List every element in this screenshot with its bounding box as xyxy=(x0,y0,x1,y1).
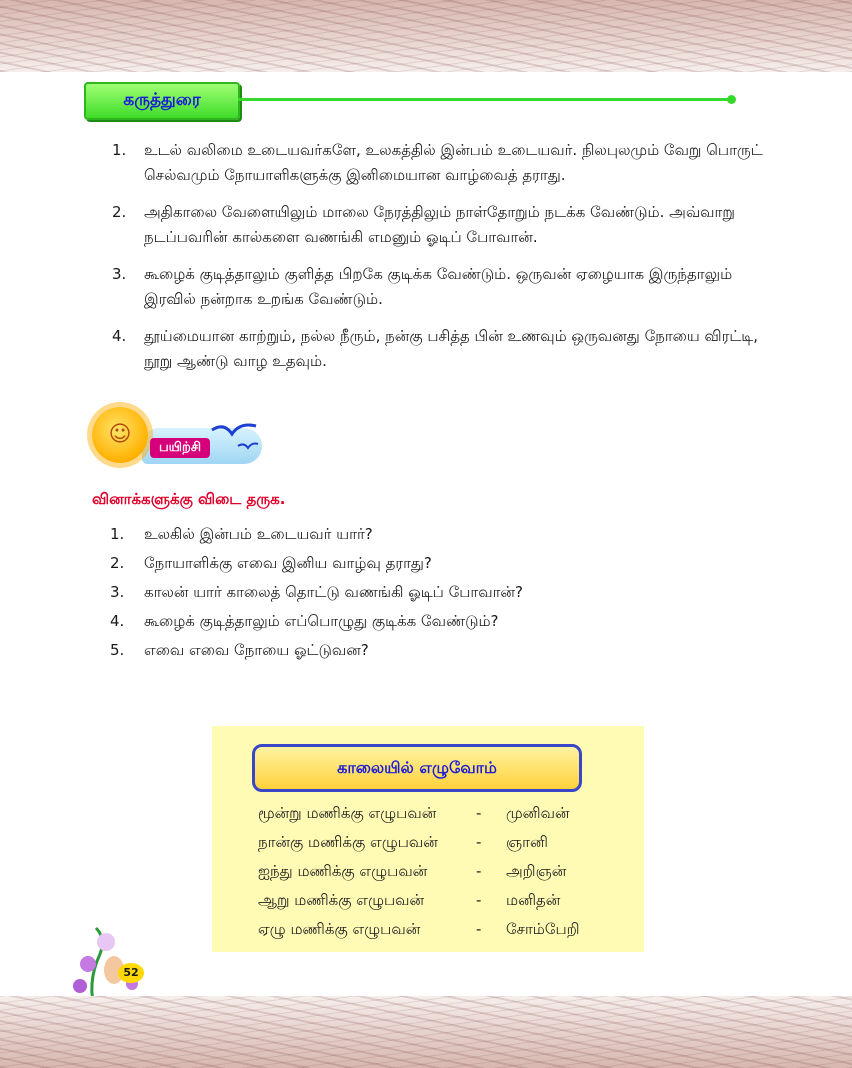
points-list xyxy=(112,138,772,386)
practice-label: பயிற்சி xyxy=(150,438,210,458)
page-number: 52 xyxy=(118,963,144,983)
question-text: நோயாளிக்கு எவை இனிய வாழ்வு தராது? xyxy=(144,554,432,572)
point-number: 4. xyxy=(112,327,127,345)
question-item xyxy=(110,640,710,661)
wake-person: சோம்பேறி xyxy=(506,920,580,938)
wake-person: முனிவன் xyxy=(506,804,570,822)
wake-person: அறிஞன் xyxy=(506,862,567,880)
point-item xyxy=(112,262,772,312)
wake-time: ஏழு மணிக்கு எழுபவன் xyxy=(258,920,421,938)
dash: - xyxy=(476,833,482,851)
footer-decorative-band xyxy=(0,996,852,1068)
question-text: காலன் யார் காலைத் தொட்டு வணங்கி ஓடிப் போவான்? xyxy=(144,583,523,601)
section-title: கருத்துரை xyxy=(84,82,240,120)
dash: - xyxy=(476,862,482,880)
question-number: 1. xyxy=(110,525,125,543)
question-number: 5. xyxy=(110,641,125,659)
questions-heading: வினாக்களுக்கு விடை தருக. xyxy=(92,490,286,508)
question-item xyxy=(110,553,710,574)
wake-person: ஞானி xyxy=(506,833,548,851)
wake-up-row xyxy=(258,918,618,947)
point-text: அதிகாலை வேளையிலும் மாலை நேரத்திலும் நாள்தோறும் நடக்க வேண்டும். அவ்வாறு நடப்பவரின் கால்களை வணங்கி எமனும் ஓடிப் போவான். xyxy=(144,203,735,246)
wake-time: ஐந்து மணிக்கு எழுபவன் xyxy=(258,862,428,880)
wake-time: மூன்று மணிக்கு எழுபவன் xyxy=(258,804,437,822)
question-item xyxy=(110,582,710,603)
wake-up-row xyxy=(258,860,618,889)
wake-up-row xyxy=(258,889,618,918)
dash: - xyxy=(476,920,482,938)
question-text: உலகில் இன்பம் உடையவர் யார்? xyxy=(144,525,373,543)
dash: - xyxy=(476,891,482,909)
question-item xyxy=(110,524,710,545)
wake-up-row xyxy=(258,831,618,860)
question-item xyxy=(110,611,710,632)
bird-icon xyxy=(210,420,260,454)
questions-list xyxy=(110,524,710,669)
section-divider-dot xyxy=(727,95,736,104)
sun-icon: ☺ xyxy=(92,407,148,463)
point-item xyxy=(112,324,772,374)
question-number: 3. xyxy=(110,583,125,601)
wake-up-box-title: காலையில் எழுவோம் xyxy=(252,744,582,792)
wake-up-table xyxy=(258,802,618,947)
question-text: கூழைக் குடித்தாலும் எப்பொழுது குடிக்க வேண்டும்? xyxy=(144,612,499,630)
point-item xyxy=(112,200,772,250)
point-text: தூய்மையான காற்றும், நல்ல நீரும், நன்கு பசித்த பின் உணவும் ஒருவனது நோயை விரட்டி, நூறு ஆண்டு வாழ உதவும். xyxy=(144,327,758,370)
point-text: கூழைக் குடித்தாலும் குளித்த பிறகே குடிக்க வேண்டும். ஒருவன் ஏழையாக இருந்தாலும் இரவில் நன்றாக உறங்க வேண்டும். xyxy=(144,265,733,308)
point-number: 2. xyxy=(112,203,127,221)
question-number: 2. xyxy=(110,554,125,572)
question-number: 4. xyxy=(110,612,125,630)
point-item xyxy=(112,138,772,188)
header-decorative-band xyxy=(0,0,852,72)
wake-up-row xyxy=(258,802,618,831)
point-number: 3. xyxy=(112,265,127,283)
dash: - xyxy=(476,804,482,822)
section-divider xyxy=(238,98,732,101)
point-text: உடல் வலிமை உடையவர்களே, உலகத்தில் இன்பம் உடையவர். நிலபுலமும் வேறு பொருட் செல்வமும் நோயாளிகளுக்கு இனிமையான வாழ்வைத் தராது. xyxy=(144,141,763,184)
wake-time: ஆறு மணிக்கு எழுபவன் xyxy=(258,891,425,909)
point-number: 1. xyxy=(112,141,127,159)
question-text: எவை எவை நோயை ஓட்டுவன? xyxy=(144,641,369,659)
wake-time: நான்கு மணிக்கு எழுபவன் xyxy=(258,833,438,851)
wake-person: மனிதன் xyxy=(506,891,561,909)
